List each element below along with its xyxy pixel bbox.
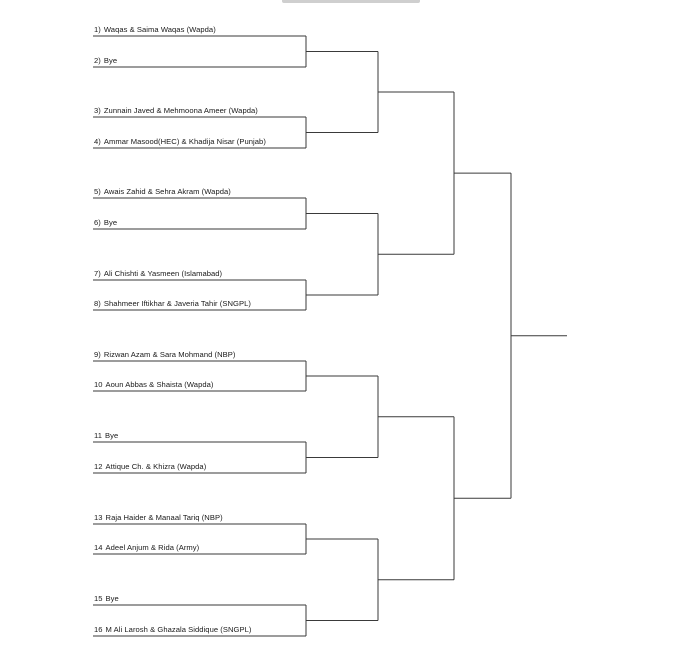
entry-seed: 10 — [94, 380, 103, 389]
entry-name: Ammar Masood(HEC) & Khadija Nisar (Punjab) — [103, 137, 266, 146]
entry-13 — [94, 513, 223, 523]
entry-seed: 6) — [94, 218, 101, 227]
entry-name: M Ali Larosh & Ghazala Siddique (SNGPL) — [105, 625, 252, 634]
entry-name: Awais Zahid & Sehra Akram (Wapda) — [103, 187, 231, 196]
entry-2 — [94, 56, 117, 66]
entry-seed: 1) — [94, 25, 101, 34]
entry-name: Shahmeer Iftikhar & Javeria Tahir (SNGPL) — [103, 299, 251, 308]
entry-name: Bye — [105, 594, 119, 603]
entry-3 — [94, 106, 258, 116]
entry-seed: 9) — [94, 350, 101, 359]
entry-10 — [94, 380, 213, 390]
entry-1 — [94, 25, 216, 35]
entry-7 — [94, 269, 222, 279]
entry-seed: 15 — [94, 594, 103, 603]
entry-seed: 16 — [94, 625, 103, 634]
entry-name: Rizwan Azam & Sara Mohmand (NBP) — [103, 350, 236, 359]
entry-6 — [94, 218, 117, 228]
entry-name: Adeel Anjum & Rida (Army) — [105, 543, 200, 552]
entry-name: Aoun Abbas & Shaista (Wapda) — [105, 380, 214, 389]
entry-name: Bye — [104, 431, 119, 440]
entry-seed: 5) — [94, 187, 101, 196]
entry-seed: 12 — [94, 462, 103, 471]
entry-name: Bye — [103, 56, 118, 65]
entry-seed: 7) — [94, 269, 101, 278]
entry-seed: 11 — [94, 431, 102, 440]
entry-seed: 3) — [94, 106, 101, 115]
entry-seed: 8) — [94, 299, 101, 308]
entry-11 — [94, 431, 118, 441]
entry-seed: 13 — [94, 513, 103, 522]
entry-name: Bye — [103, 218, 118, 227]
entry-16 — [94, 625, 251, 635]
entry-14 — [94, 543, 199, 553]
entry-seed: 4) — [94, 137, 101, 146]
entry-name: Zunnain Javed & Mehmoona Ameer (Wapda) — [103, 106, 258, 115]
entry-8 — [94, 299, 251, 309]
entry-name: Attique Ch. & Khizra (Wapda) — [105, 462, 207, 471]
entry-seed: 2) — [94, 56, 101, 65]
entry-12 — [94, 462, 206, 472]
entry-name: Raja Haider & Manaal Tariq (NBP) — [105, 513, 223, 522]
entry-5 — [94, 187, 231, 197]
entry-4 — [94, 137, 266, 147]
entry-9 — [94, 350, 235, 360]
entry-seed: 14 — [94, 543, 103, 552]
entry-name: Ali Chishti & Yasmeen (Islamabad) — [103, 269, 223, 278]
entry-15 — [94, 594, 119, 604]
entry-name: Waqas & Saima Waqas (Wapda) — [103, 25, 216, 34]
